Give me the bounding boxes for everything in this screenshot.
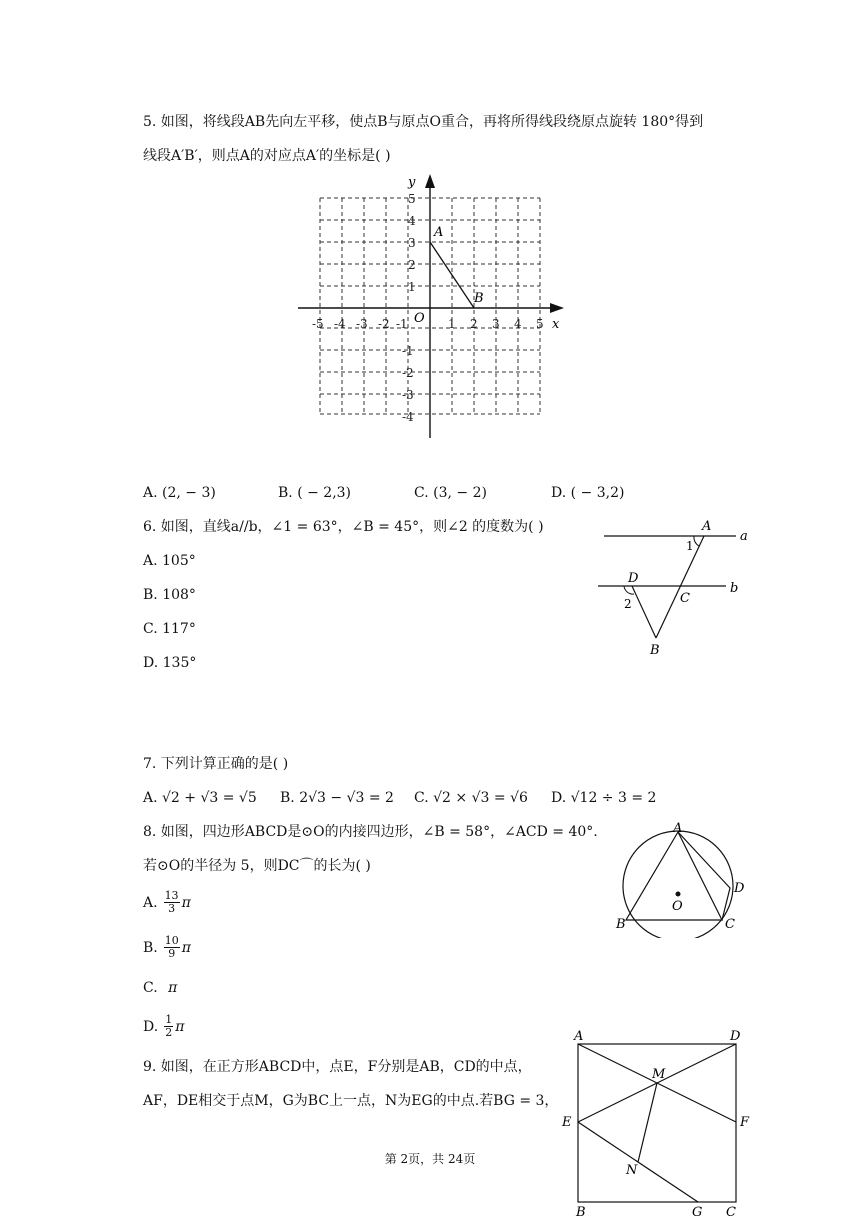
point-b-label: B <box>650 643 660 658</box>
q5-option-a: A. (2, − 3) <box>143 485 216 501</box>
center-point <box>676 892 681 897</box>
point-d-label: D <box>734 881 745 896</box>
q7-stem: 7. 下列计算正确的是( ) <box>143 756 289 772</box>
origin-label: O <box>414 311 425 326</box>
y-axis-label: y <box>408 175 416 190</box>
line-b-label: b <box>730 581 739 596</box>
q9-stem-line2: AF，DE相交于点M，G为BC上一点，N为EG的中点.若BG = 3， <box>143 1093 559 1109</box>
segment-ab <box>656 536 704 638</box>
point-e-label: E <box>562 1115 572 1130</box>
x-axis-label: x <box>552 317 560 332</box>
point-c-label: C <box>725 917 735 932</box>
q5-option-d: D. ( − 3,2) <box>551 485 625 501</box>
q8-option-d: D. 1 2 π <box>143 1013 185 1039</box>
point-m-label: M <box>652 1067 666 1082</box>
angle-1-label: 1 <box>686 539 694 553</box>
q6-option-c: C. 117° <box>143 621 196 637</box>
point-c-label: C <box>680 591 690 606</box>
point-a-label: A <box>434 225 444 240</box>
x-tick: 5 <box>536 317 544 331</box>
y-tick: 3 <box>408 236 416 250</box>
q6-stem: 6. 如图，直线a//b，∠1 = 63°，∠B = 45°，则∠2 的度数为( ) <box>143 519 544 535</box>
y-axis-arrow-icon <box>425 174 435 188</box>
y-tick: -1 <box>402 344 414 358</box>
q7-option-c: C. √2 × √3 = √6 <box>414 790 528 806</box>
q9-square-figure <box>556 1024 756 1216</box>
point-d-label: D <box>730 1029 741 1044</box>
q7-option-b: B. 2√3 − √3 = 2 <box>280 790 394 806</box>
x-tick: 1 <box>448 317 456 331</box>
q6-option-d: D. 135° <box>143 655 197 671</box>
point-g-label: G <box>692 1205 703 1216</box>
y-tick: -4 <box>402 410 414 424</box>
q5-option-c: C. (3, − 2) <box>414 485 487 501</box>
q5-stem-line1: 5. 如图，将线段AB先向左平移，使点B与原点O重合，再将所得线段绕原点旋转 180°得到 <box>143 114 704 130</box>
point-n-label: N <box>626 1163 638 1178</box>
q8-option-a: A. 13 3 π <box>143 889 191 915</box>
point-d-label: D <box>628 571 639 586</box>
y-tick: 2 <box>408 258 416 272</box>
x-tick: 4 <box>514 317 522 331</box>
x-tick: -4 <box>334 317 346 331</box>
y-tick: 4 <box>408 214 416 228</box>
y-tick: 1 <box>408 280 416 294</box>
x-tick: -5 <box>312 317 324 331</box>
circle-o <box>623 831 733 938</box>
point-b-label: B <box>474 291 484 306</box>
x-axis-arrow-icon <box>550 303 564 313</box>
angle-1-arc <box>694 536 699 546</box>
y-tick: -3 <box>402 388 414 402</box>
q8-stem-line1: 8. 如图，四边形ABCD是⊙O的内接四边形，∠B = 58°，∠ACD = 40°. <box>143 824 598 840</box>
point-b-label: B <box>576 1205 586 1216</box>
q7-option-a: A. √2 + √3 = √5 <box>143 790 257 806</box>
q8-circle-figure <box>612 820 756 938</box>
q7-option-d: D. √12 ÷ 3 = 2 <box>551 790 657 806</box>
point-f-label: F <box>740 1115 750 1130</box>
x-tick: -1 <box>396 317 408 331</box>
q5-coordinate-figure <box>296 172 570 444</box>
q5-option-b: B. ( − 2,3) <box>278 485 352 501</box>
q6-option-a: A. 105° <box>143 553 196 569</box>
q5-stem-line2: 线段A′B′，则点A的对应点A′的坐标是( ) <box>143 148 391 164</box>
q8-option-c: C. π <box>143 980 178 996</box>
path-adc <box>678 832 730 920</box>
q6-parallel-lines-figure <box>596 514 756 660</box>
center-o-label: O <box>672 899 683 914</box>
q6-option-b: B. 108° <box>143 587 196 603</box>
point-a-label: A <box>673 821 683 836</box>
angle-2-label: 2 <box>624 597 632 611</box>
x-tick: -2 <box>378 317 390 331</box>
point-a-label: A <box>702 519 712 534</box>
page-footer: 第 2页，共 24页 <box>384 1152 476 1166</box>
point-c-label: C <box>726 1205 736 1216</box>
x-tick: 3 <box>492 317 500 331</box>
q8-option-b: B. 10 9 π <box>143 934 191 960</box>
x-tick: 2 <box>470 317 478 331</box>
line-a-label: a <box>740 529 748 544</box>
point-b-label: B <box>616 917 626 932</box>
y-tick: -2 <box>402 366 414 380</box>
x-tick: -3 <box>356 317 368 331</box>
y-tick: 5 <box>408 192 416 206</box>
segment-db <box>632 586 656 638</box>
point-a-label: A <box>574 1029 584 1044</box>
q9-stem-line1: 9. 如图，在正方形ABCD中，点E，F分别是AB，CD的中点， <box>143 1059 532 1075</box>
q8-stem-line2: 若⊙O的半径为 5，则DC⌒的长为( ) <box>143 858 371 874</box>
